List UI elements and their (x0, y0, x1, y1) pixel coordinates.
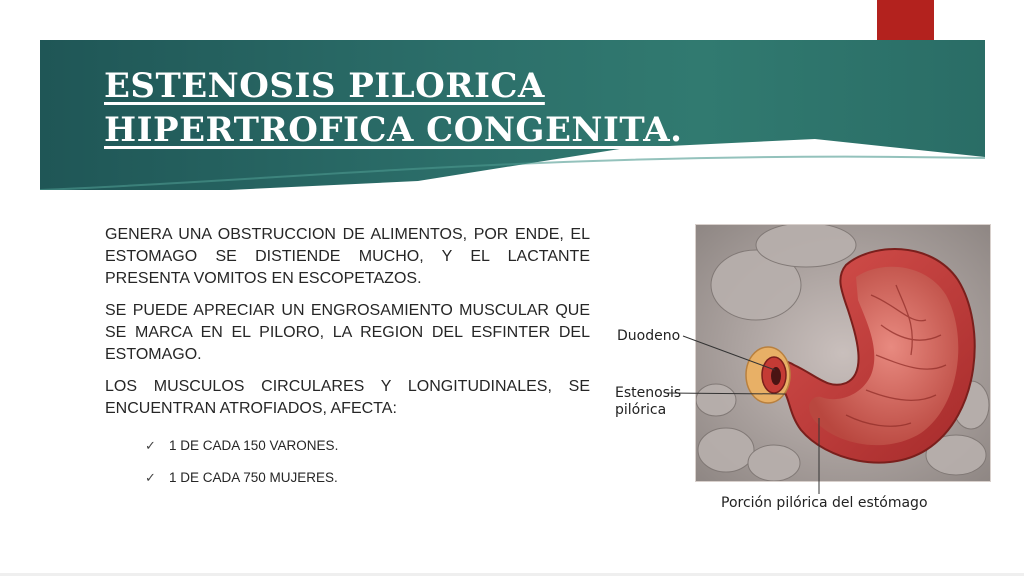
slide-body (105, 224, 590, 494)
label-duodeno: Duodeno (617, 328, 681, 344)
list-item (145, 462, 590, 494)
label-estenosis: Estenosis (615, 385, 682, 401)
list-item-text: 1 DE CADA 750 MUJERES. (169, 470, 338, 485)
checkmark-icon: ✓ (145, 470, 156, 485)
incidence-list (105, 430, 590, 494)
paragraph-engrosamiento: SE PUEDE APRECIAR UN ENGROSAMIENTO MUSCULAR QUE SE MARCA EN EL PILORO, LA REGION DEL ESFINTER DEL ESTOMAGO. (105, 302, 590, 363)
anatomy-figure (603, 222, 993, 522)
figure-leader-lines (603, 222, 993, 522)
label-porcion-pilorica: Porción pilórica del estómago (721, 495, 928, 511)
paragraph-musculos: LOS MUSCULOS CIRCULARES Y LONGITUDINALES, SE ENCUENTRAN ATROFIADOS, AFECTA: (105, 378, 590, 417)
list-item (145, 430, 590, 462)
checkmark-icon: ✓ (145, 438, 156, 453)
paragraph-obstruccion: GENERA UNA OBSTRUCCION DE ALIMENTOS, POR ENDE, EL ESTOMAGO SE DISTIENDE MUCHO, Y EL LACTANTE PRESENTA VOMITOS EN ESCOPETAZOS. (105, 226, 590, 287)
list-item-text: 1 DE CADA 150 VARONES. (169, 438, 339, 453)
slide-title: ESTENOSIS PILORICA HIPERTROFICA CONGENITA. (104, 66, 683, 150)
label-pilorica: pilórica (615, 402, 667, 418)
